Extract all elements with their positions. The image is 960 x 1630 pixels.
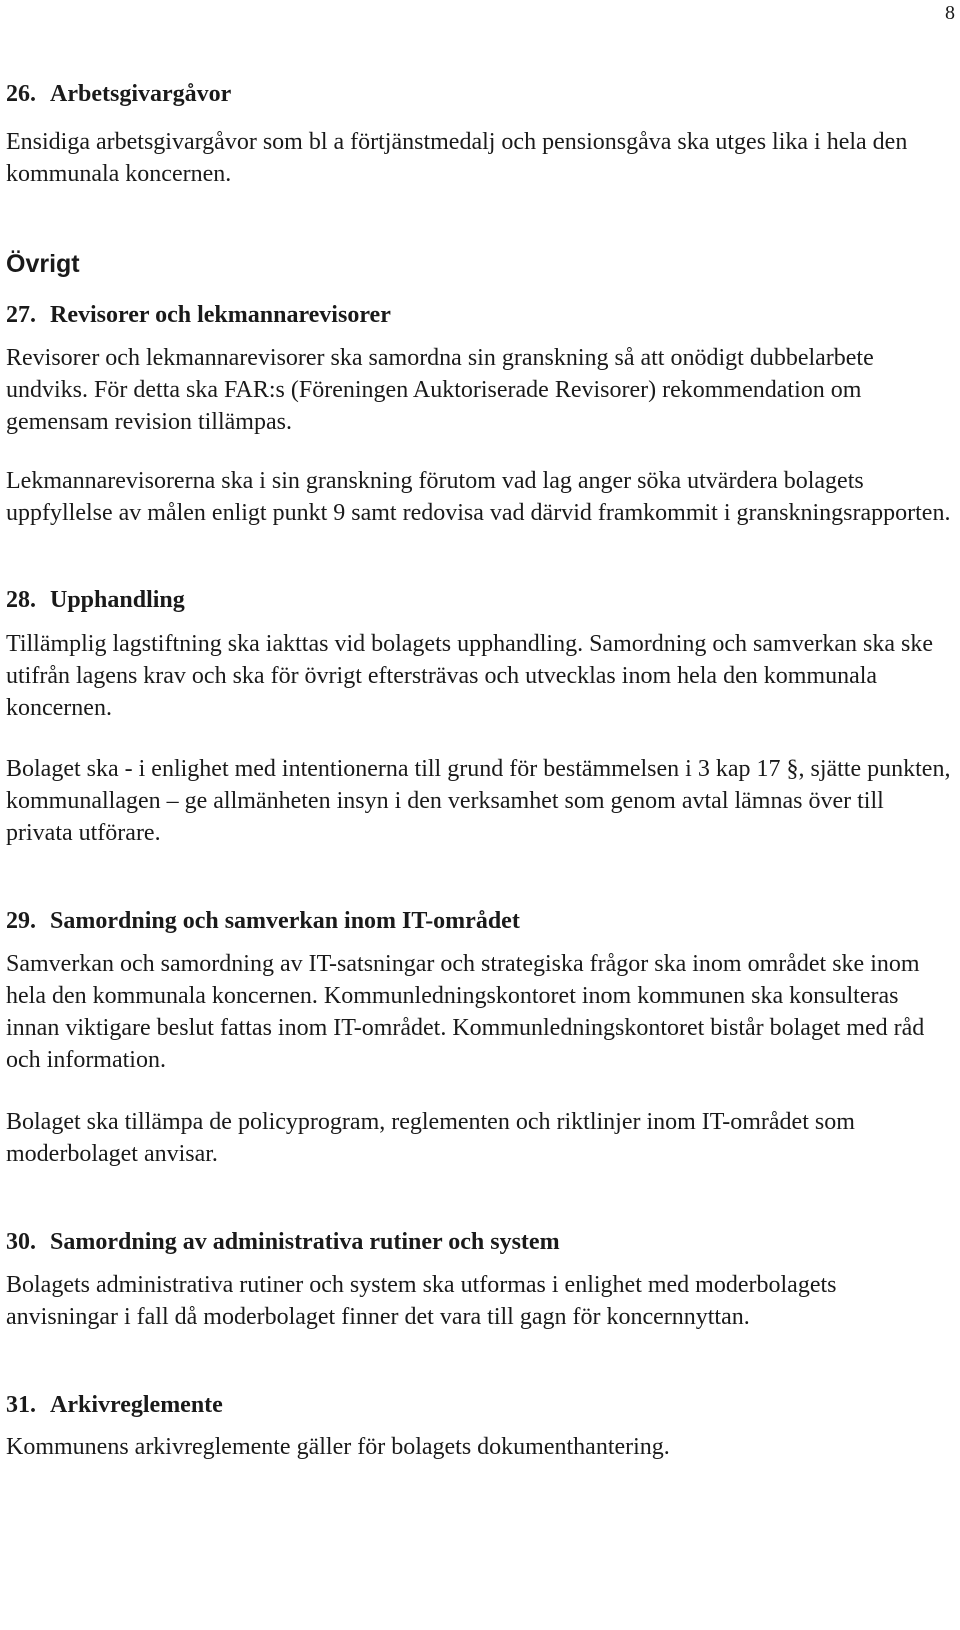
page-number: 8: [945, 2, 955, 24]
document-body: [6, 78, 954, 1463]
chapter-title: Övrigt: [6, 250, 80, 278]
section-28-paragraph-1: Tillämplig lagstiftning ska iakttas vid bolagets upphandling. Samordning och samverkan ska ske utifrån lagens krav och ska för övrigt eftersträvas och utvecklas inom hela den kommunala koncernen.: [6, 631, 933, 721]
section-heading-30: 30. Samordning av administrativa rutiner och system: [6, 1229, 560, 1255]
section-30-paragraph-1: Bolagets administrativa rutiner och system ska utformas i enlighet med moderbolagets anvisningar i fall då moderbolaget finner det vara till gagn för koncernnyttan.: [6, 1272, 837, 1330]
section-heading-28: 28. Upphandling: [6, 587, 185, 613]
section-heading-27: 27. Revisorer och lekmannarevisorer: [6, 302, 391, 328]
section-27-paragraph-2: Lekmannarevisorerna ska i sin granskning förutom vad lag anger söka utvärdera bolagets uppfyllelse av målen enligt punkt 9 samt redovisa vad därvid framkommit i granskningsrapporten.: [6, 468, 951, 526]
section-29-paragraph-2: Bolaget ska tillämpa de policyprogram, reglementen och riktlinjer inom IT-området som moderbolaget anvisar.: [6, 1109, 855, 1167]
section-heading-26: 26. Arbetsgivargåvor: [6, 81, 232, 107]
section-heading-31: 31. Arkivreglemente: [6, 1392, 223, 1418]
section-31-paragraph-1: Kommunens arkivreglemente gäller för bolagets dokumenthantering.: [6, 1434, 670, 1460]
section-heading-29: 29. Samordning och samverkan inom IT-området: [6, 908, 520, 934]
section-29-paragraph-1: Samverkan och samordning av IT-satsningar och strategiska frågor ska inom området ske inom hela den kommunala koncernen. Kommunledningskontoret inom kommunen ska konsulteras innan viktigare beslut fattas inom IT-området. Kommunledningskontoret bistår bolaget med råd och information.: [6, 951, 925, 1073]
section-27-paragraph-1: Revisorer och lekmannarevisorer ska samordna sin granskning så att onödigt dubbelarbete undviks. För detta ska FAR:s (Föreningen Auktoriserade Revisorer) rekommendation om gemensam revision tillämpas.: [6, 345, 874, 435]
section-28-paragraph-2: Bolaget ska - i enlighet med intentionerna till grund för bestämmelsen i 3 kap 17 §, sjätte punkten, kommunallagen – ge allmänheten insyn i den verksamhet som genom avtal lämnas över till privata utförare.: [6, 756, 951, 846]
section-26-paragraph-1: Ensidiga arbetsgivargåvor som bl a förtjänstmedalj och pensionsgåva ska utges lika i hela den kommunala koncernen.: [6, 129, 908, 187]
